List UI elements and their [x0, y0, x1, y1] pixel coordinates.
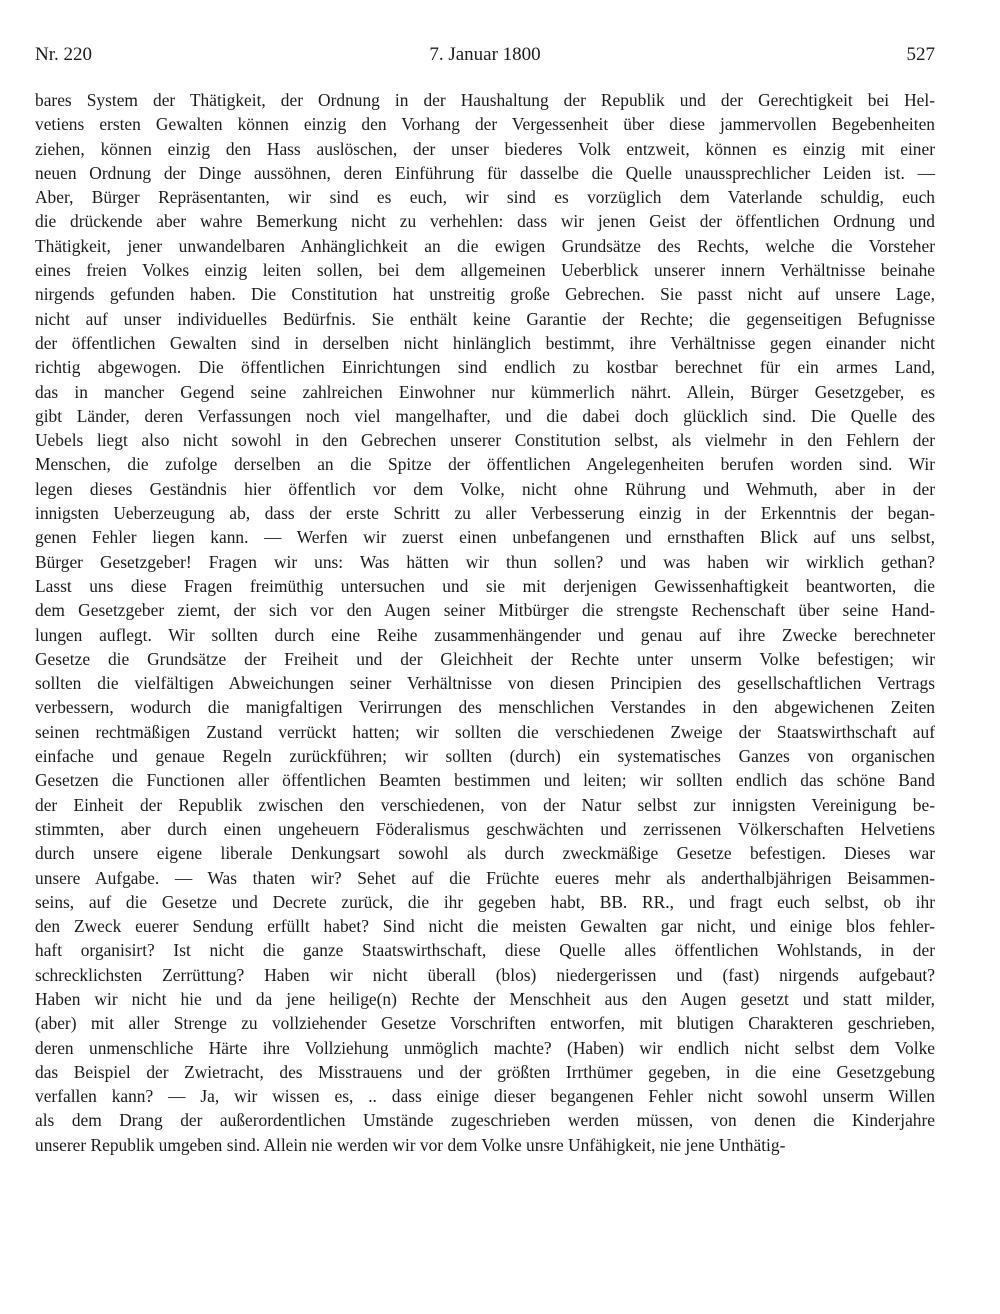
- text-line: stimmten, aber durch einen ungeheuern Föderalismus geschwächten und zerrissenen Völkerschaften Helvetiens: [35, 818, 935, 839]
- text-line: verbessern, wodurch die manigfaltigen Verirrungen des menschlichen Verstandes in den abgewichenen Zeiten: [35, 697, 935, 718]
- text-line: Lasst uns diese Fragen freimüthig untersuchen und sie mit derjenigen Gewissenhaftigkeit beantworten, die: [35, 575, 935, 596]
- text-line: Haben wir nicht hie und da jene heilige(n) Rechte der Menschheit aus den Augen gesetzt und statt milder,: [35, 988, 935, 1009]
- text-line: der öffentlichen Gewalten sind in derselben nicht hinlänglich bestimmt, ihre Verhältnisse gegen einander nicht: [35, 332, 935, 353]
- text-line: dem Gesetzgeber ziemt, der sich vor den Augen seiner Mitbürger die strengste Rechenschaft über seine Hand-: [35, 600, 935, 621]
- text-line: die drückende aber wahre Bemerkung nicht zu verhehlen: dass wir jenen Geist der öffentlichen Ordnung und: [35, 211, 935, 232]
- text-line: Uebels liegt also nicht sowohl in den Gebrechen unserer Constitution selbst, als vielmehr in den Fehlern der: [35, 430, 935, 451]
- text-line: richtig abgewogen. Die öffentlichen Einrichtungen sind endlich zu kostbar berechnet für ein armes Land,: [35, 357, 935, 378]
- text-line: das Beispiel der Zwietracht, des Misstrauens und der größten Irrthümer gegeben, in die eine Gesetzgebung: [35, 1061, 935, 1082]
- text-line: einfache und genaue Regeln zurückführen; wir sollten (durch) ein systematisches Ganzes von organischen: [35, 746, 935, 767]
- text-line: verfallen kann? — Ja, wir wissen es, .. dass einige dieser begangenen Fehler nicht sowohl unserm Willen: [35, 1086, 935, 1107]
- text-line: durch unsere eigene liberale Denkungsart sowohl als durch zweckmäßige Gesetze befestigen. Dieses war: [35, 843, 935, 864]
- text-line: eines freien Volkes einzig leiten sollen, bei dem allgemeinen Ueberblick unserer innern Verhältnisse beinahe: [35, 260, 935, 281]
- page-number: 527: [906, 44, 935, 65]
- text-line: gibt Länder, deren Verfassungen noch viel mangelhafter, und die dabei doch glücklich sind. Die Quelle des: [35, 405, 935, 426]
- text-line: Aber, Bürger Repräsentanten, wir sind es euch, wir sind es vorzüglich dem Vaterlande schuldig, euch: [35, 187, 935, 208]
- issue-number: Nr. 220: [35, 44, 92, 65]
- text-line: Gesetzen die Functionen aller öffentlichen Beamten bestimmen und leiten; wir sollten endlich das schöne Band: [35, 770, 935, 791]
- text-line: den Zweck euerer Sendung erfüllt habet? Sind nicht die meisten Gewalten gar nicht, und einige blos fehler-: [35, 916, 935, 937]
- text-line: neuen Ordnung der Dinge aussöhnen, deren Einführung für dasselbe die Quelle unaussprechlicher Leiden ist. —: [35, 162, 935, 183]
- text-line: legen dieses Geständnis hier öffentlich vor dem Volke, nicht ohne Rührung und Wehmuth, aber in der: [35, 478, 935, 499]
- text-line: das in mancher Gegend seine zahlreichen Einwohner nur kümmerlich nährt. Allein, Bürger Gesetzgeber, es: [35, 381, 935, 402]
- text-line: unserer Republik umgeben sind. Allein nie werden wir vor dem Volke unsre Unfähigkeit, nie jene Unthätig-: [35, 1134, 786, 1155]
- text-line: der Einheit der Republik zwischen den verschiedenen, von der Natur selbst zur innigsten Vereinigung be-: [35, 794, 935, 815]
- text-line: lungen auflegt. Wir sollten durch eine Reihe zusammenhängender und genau auf ihre Zwecke berechneter: [35, 624, 935, 645]
- text-line: schrecklichsten Zerrüttung? Haben wir nicht überall (blos) niedergerissen und (fast) nirgends aufgebaut?: [35, 964, 935, 985]
- text-line: (aber) mit aller Strenge zu vollziehender Gesetze Vorschriften entworfen, mit blutigen Charakteren geschrieben,: [35, 1013, 935, 1034]
- text-line: Gesetze die Grundsätze der Freiheit und der Gleichheit der Rechte unter unserm Volke befestigen; wir: [35, 648, 935, 669]
- page-header: [35, 44, 935, 76]
- text-line: seinen rechtmäßigen Zustand verrückt hatten; wir sollten die verschiedenen Zweige der Staatswirthschaft auf: [35, 721, 935, 742]
- text-line: als dem Drang der außerordentlichen Umstände zugeschrieben werden müssen, von denen die Kinderjahre: [35, 1110, 935, 1131]
- text-line: innigsten Ueberzeugung ab, dass der erste Schritt zu aller Verbesserung einzig in der Erkenntnis der began-: [35, 503, 935, 524]
- page-date: 7. Januar 1800: [429, 44, 541, 65]
- body-text: [35, 88, 935, 1157]
- text-line: deren unmenschliche Härte ihre Vollziehung unmöglich machte? (Haben) wir endlich nicht selbst dem Volke: [35, 1037, 935, 1058]
- text-line: Bürger Gesetzgeber! Fragen wir uns: Was hätten wir thun sollen? und was haben wir wirklich gethan?: [35, 551, 935, 572]
- text-line: ziehen, können einzig den Hass auslöschen, der unser biederes Volk entzweit, können es einzig mit einer: [35, 138, 935, 159]
- text-line: nicht auf unser individuelles Bedürfnis. Sie enthält keine Garantie der Rechte; die gegenseitigen Befugnisse: [35, 308, 935, 329]
- text-line: bares System der Thätigkeit, der Ordnung in der Haushaltung der Republik und der Gerechtigkeit bei Hel-: [35, 90, 935, 110]
- text-line: nirgends gefunden haben. Die Constitution hat unstreitig große Gebrechen. Sie passt nicht auf unsere Lage,: [35, 284, 935, 305]
- text-line: Thätigkeit, jener unwandelbaren Anhänglichkeit an die ewigen Grundsätze des Rechts, welche die Vorsteher: [35, 235, 935, 256]
- text-line: Menschen, die zufolge derselben an die Spitze der öffentlichen Angelegenheiten berufen worden sind. Wir: [35, 454, 935, 475]
- text-line: genen Fehler liegen kann. — Werfen wir zuerst einen unbefangenen und ernsthaften Blick auf uns selbst,: [35, 527, 935, 548]
- text-line: seins, auf die Gesetze und Decrete zurück, die ihr gegeben habt, BB. RR., und fragt euch selbst, ob ihr: [35, 891, 935, 912]
- text-line: vetiens ersten Gewalten können einzig den Vorhang der Vergessenheit über diese jammervollen Begebenheiten: [35, 114, 935, 135]
- text-line: haft organisirt? Ist nicht die ganze Staatswirthschaft, diese Quelle alles öffentlichen Wohlstands, in der: [35, 940, 935, 961]
- text-line: sollten die vielfältigen Abweichungen seiner Verhältnisse von diesen Principien des gesellschaftlichen Vertrags: [35, 673, 935, 694]
- text-line: unsere Aufgabe. — Was thaten wir? Sehet auf die Früchte eueres mehr als anderthalbjährigen Beisammen-: [35, 867, 935, 888]
